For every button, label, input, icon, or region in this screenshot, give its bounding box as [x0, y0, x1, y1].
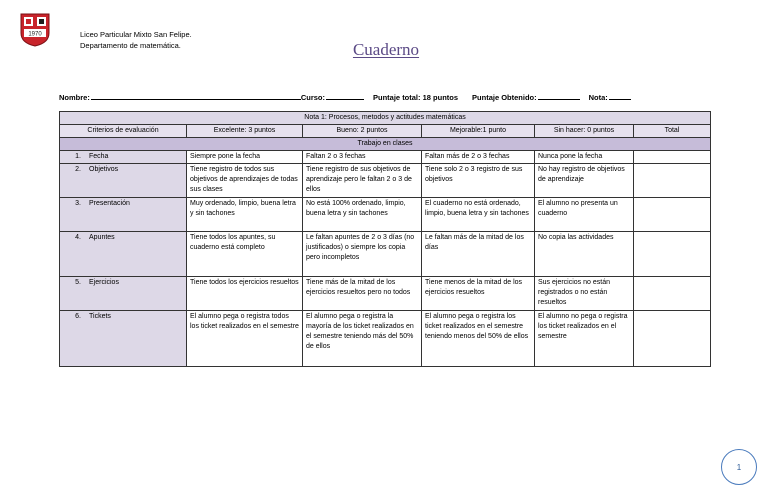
column-header: Total: [634, 125, 711, 138]
table-row: [60, 198, 711, 232]
page-number: 1: [721, 449, 757, 485]
criterion-cell: 1. Fecha: [60, 151, 187, 164]
grade-label: Nota:: [588, 93, 608, 102]
good-cell: Le faltan apuntes de 2 o 3 días (no justificados) o siempre los copia pero incompletos: [303, 232, 422, 277]
improvable-cell: El cuaderno no está ordenado, limpio, buena letra y sin tachones: [422, 198, 535, 232]
improvable-cell: Tiene solo 2 o 3 registro de sus objetivos: [422, 164, 535, 198]
good-cell: Faltan 2 o 3 fechas: [303, 151, 422, 164]
course-label: Curso:: [300, 93, 326, 102]
total-cell[interactable]: [634, 164, 711, 198]
improvable-cell: Tiene menos de la mitad de los ejercicios resueltos: [422, 277, 535, 311]
table-row: [60, 232, 711, 277]
excellent-cell: Siempre pone la fecha: [187, 151, 303, 164]
obtained-score-blank[interactable]: [538, 92, 580, 100]
good-cell: Tiene más de la mitad de los ejercicios resueltos pero no todos: [303, 277, 422, 311]
total-cell[interactable]: [634, 311, 711, 367]
logo-year: 1970: [28, 31, 42, 38]
rubric-table: [59, 111, 711, 367]
total-cell[interactable]: [634, 151, 711, 164]
criterion-cell: 4. Apuntes: [60, 232, 187, 277]
criterion-cell: 6. Tickets: [60, 311, 187, 367]
not-done-cell: No hay registro de objetivos de aprendizaje: [535, 164, 634, 198]
improvable-cell: El alumno pega o registra los ticket realizados en el semestre teniendo menos del 50% de ellos: [422, 311, 535, 367]
total-score-label: Puntaje total: 18 puntos: [373, 93, 459, 102]
column-header: Bueno: 2 puntos: [303, 125, 422, 138]
total-cell[interactable]: [634, 232, 711, 277]
excellent-cell: Tiene todos los ejercicios resueltos: [187, 277, 303, 311]
not-done-cell: Nunca pone la fecha: [535, 151, 634, 164]
improvable-cell: Faltan más de 2 o 3 fechas: [422, 151, 535, 164]
grade-blank[interactable]: [609, 92, 631, 100]
name-blank[interactable]: [91, 92, 301, 100]
total-cell[interactable]: [634, 277, 711, 311]
column-header: Criterios de evaluación: [60, 125, 187, 138]
criterion-cell: 5. Ejercicios: [60, 277, 187, 311]
table-row: [60, 277, 711, 311]
excellent-cell: Muy ordenado, limpio, buena letra y sin tachones: [187, 198, 303, 232]
not-done-cell: No copia las actividades: [535, 232, 634, 277]
good-cell: El alumno pega o registra la mayoría de los ticket realizados en el semestre teniendo más del 50% de ellos: [303, 311, 422, 367]
excellent-cell: El alumno pega o registra todos los ticket realizados en el semestre: [187, 311, 303, 367]
table-row: [60, 151, 711, 164]
student-fields: [59, 92, 631, 102]
course-blank[interactable]: [326, 92, 364, 100]
school-name: Liceo Particular Mixto San Felipe.: [80, 30, 192, 39]
good-cell: No está 100% ordenado, limpio, buena letra y sin tachones: [303, 198, 422, 232]
rubric-title: Nota 1: Procesos, metodos y actitudes matemáticas: [60, 112, 711, 125]
page-title: Cuaderno: [352, 40, 420, 59]
excellent-cell: Tiene todos los apuntes, su cuaderno está completo: [187, 232, 303, 277]
not-done-cell: El alumno no presenta un cuaderno: [535, 198, 634, 232]
not-done-cell: El alumno no pega o registra los ticket realizados en el semestre: [535, 311, 634, 367]
not-done-cell: Sus ejercicios no están registrados o no están resueltos: [535, 277, 634, 311]
obtained-score-label: Puntaje Obtenido:: [472, 93, 537, 102]
section-header: Trabajo en clases: [60, 138, 711, 151]
column-header: Excelente: 3 puntos: [187, 125, 303, 138]
department-name: Departamento de matemática.: [80, 41, 181, 50]
table-row: [60, 311, 711, 367]
criterion-cell: 3. Presentación: [60, 198, 187, 232]
excellent-cell: Tiene registro de todos sus objetivos de aprendizajes de todas sus clases: [187, 164, 303, 198]
criterion-cell: 2. Objetivos: [60, 164, 187, 198]
column-header: Mejorable:1 punto: [422, 125, 535, 138]
table-row: [60, 164, 711, 198]
name-label: Nombre:: [59, 93, 90, 102]
good-cell: Tiene registro de sus objetivos de aprendizaje pero le faltan 2 o 3 de ellos: [303, 164, 422, 198]
column-header: Sin hacer: 0 puntos: [535, 125, 634, 138]
improvable-cell: Le faltan más de la mitad de los días: [422, 232, 535, 277]
total-cell[interactable]: [634, 198, 711, 232]
